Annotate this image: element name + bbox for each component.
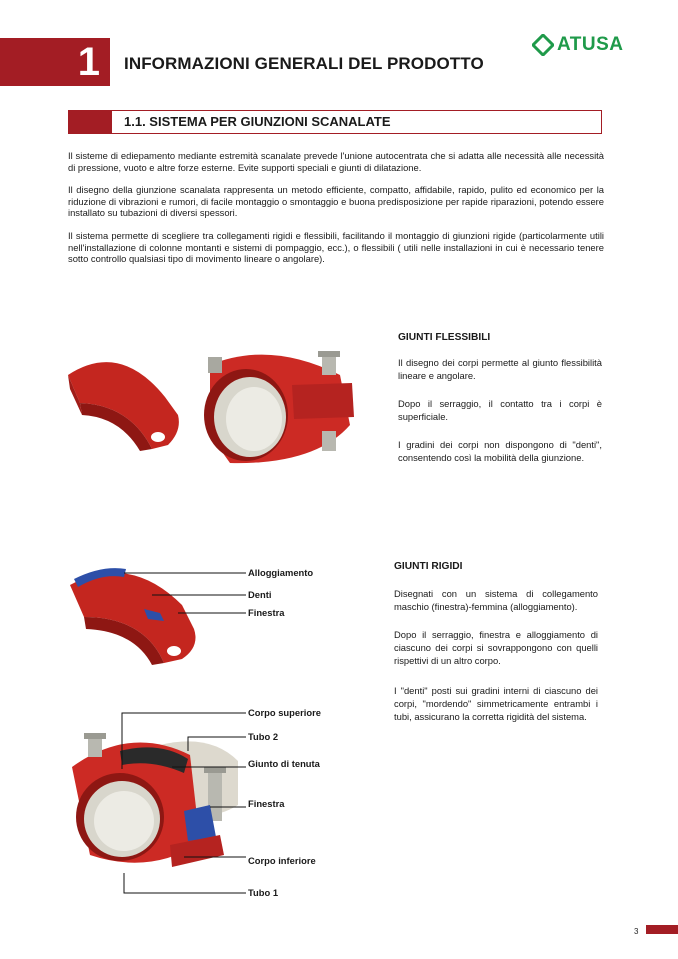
label-corpo-superiore: Corpo superiore — [248, 707, 321, 718]
flessibili-heading: GIUNTI FLESSIBILI — [398, 332, 491, 343]
section-title: 1.1. SISTEMA PER GIUNZIONI SCANALATE — [124, 114, 391, 129]
chapter-title: INFORMAZIONI GENERALI DEL PRODOTTO — [124, 54, 484, 73]
rigid-assembled-coupling — [72, 733, 238, 867]
chapter-number: 1 — [77, 39, 100, 84]
label-corpo-inferiore: Corpo inferiore — [248, 855, 316, 866]
section-accent-bar — [68, 110, 112, 134]
intro-paragraph-2: Il disegno della giunzione scanalata rappresenta un metodo efficiente, compatto, affidabile, rapido, pulito ed economico per la riduzione di vibrazioni e rumori, di facile montaggio o smontaggio e buona predisposizione per rapide riparazioni, potendo essere installato su tubazioni di diversi spessori. — [68, 184, 604, 219]
flexible-coupling-illustration — [60, 345, 360, 490]
flessibili-paragraph-3: I gradini dei corpi non dispongono di "denti", consentendo così la mobilità della giunzione. — [398, 439, 602, 463]
logo-text: ATUSA — [557, 34, 624, 55]
label-finestra-bottom: Finestra — [248, 798, 285, 809]
label-giunto-di-tenuta: Giunto di tenuta — [248, 758, 320, 769]
chapter-number-block — [0, 38, 110, 86]
label-finestra-top: Finestra — [248, 607, 285, 618]
rigidi-heading: GIUNTI RIGIDI — [394, 561, 463, 572]
intro-paragraph-1: Il sisteme di ediepamento mediante estremità scanalate prevede l'unione autocentrata che si adatta alle necessità alle necessità di pressione, vuoto e altre forze esterne. Evite supporti speciali e giunti di dilatazione. — [68, 150, 604, 173]
label-denti: Denti — [248, 589, 272, 600]
company-logo — [532, 34, 624, 56]
rigidi-paragraph-1: Disegnati con un sistema di collegamento maschio (finestra)-femmina (alloggiamento). — [394, 588, 598, 612]
rigidi-paragraph-2: Dopo il serraggio, finestra e alloggiamento di ciascuno dei corpi si sovrappongono con quelli rispettivi di un altro corpo. — [394, 629, 598, 666]
rigid-coupling-illustration — [60, 555, 250, 905]
flessibili-paragraph-2: Dopo il serraggio, il contatto tra i corpi è superficiale. — [398, 398, 602, 422]
flessibili-paragraph-1: Il disegno dei corpi permette al giunto flessibilità lineare e angolare. — [398, 357, 602, 381]
intro-paragraph-3: Il sistema permette di scegliere tra collegamenti rigidi e flessibili, facilitando il montaggio di giunzioni rigide (particolarmente utili nell'installazione di colonne montanti e sistemi di pompaggio, ecc.), o flessibili ( utili nelle installazioni in cui è necessario tenere sotto controllo qualsiasi tipo di movimento lineare o angolare). — [68, 230, 604, 265]
page-number: 3 — [634, 927, 639, 936]
label-tubo-2: Tubo 2 — [248, 731, 279, 742]
flexible-half-housing — [68, 362, 179, 451]
rigidi-paragraph-3: I "denti" posti sui gradini interni di ciascuno dei corpi, "mordendo" simmetricamente entrambi i tubi, assicurano la corretta rigidità del sistema. — [394, 685, 598, 722]
label-tubo-1: Tubo 1 — [248, 887, 279, 898]
rigid-half-housing — [70, 568, 196, 665]
page-number-bar — [646, 925, 678, 934]
logo-diamond-icon — [532, 34, 554, 56]
flexible-assembled-coupling — [204, 351, 354, 463]
label-alloggiamento: Alloggiamento — [248, 567, 314, 578]
